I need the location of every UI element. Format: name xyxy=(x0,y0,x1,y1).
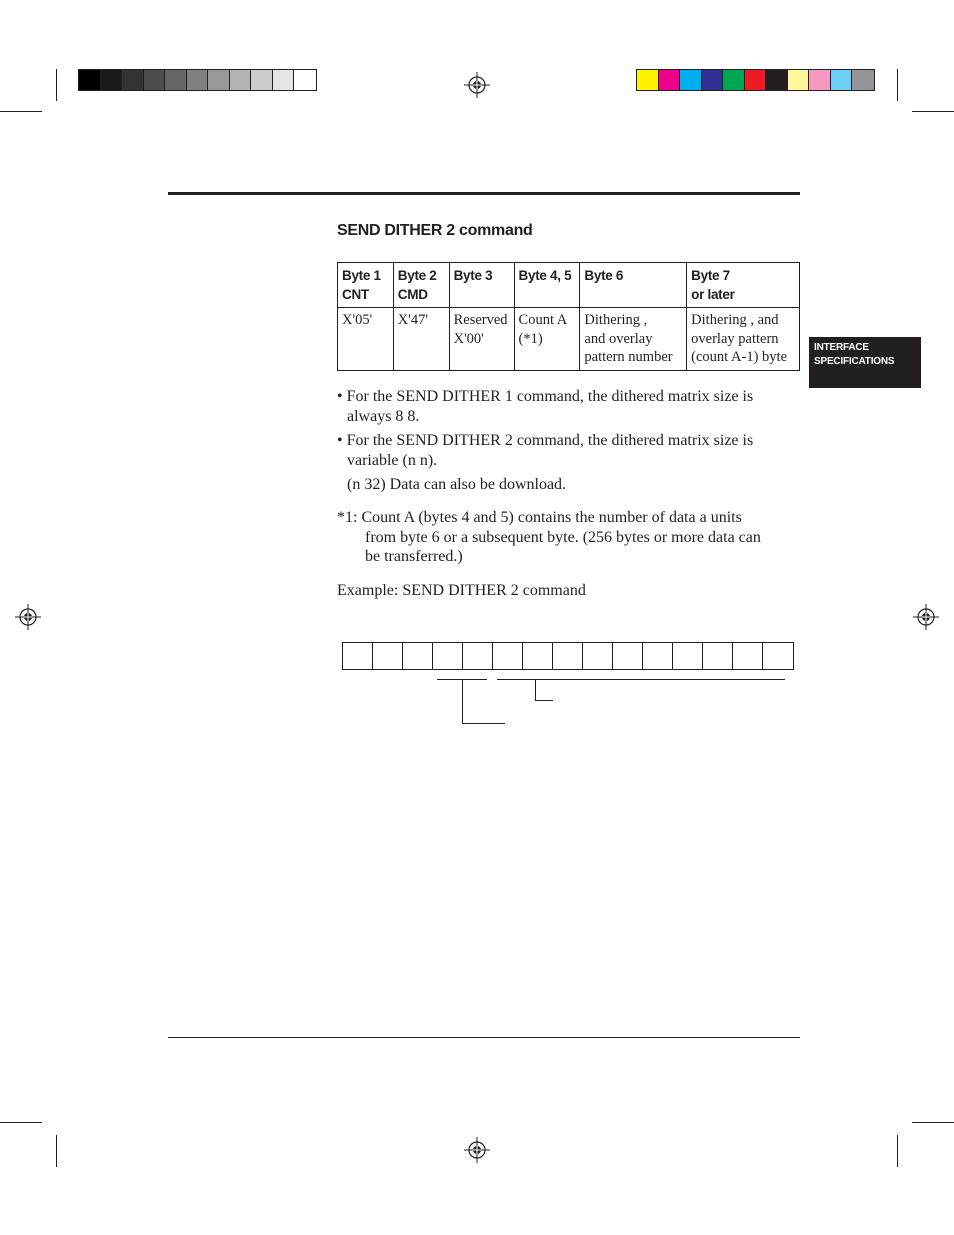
color-swatch xyxy=(230,70,252,90)
registration-mark-icon xyxy=(464,1137,490,1163)
color-swatch xyxy=(745,70,767,90)
bracket-line xyxy=(462,723,505,724)
example-byte-cells xyxy=(342,642,794,670)
color-swatch xyxy=(809,70,831,90)
byte-cell xyxy=(373,643,403,669)
cell-byte-3: Reserved X'00' xyxy=(449,308,514,371)
color-swatch xyxy=(273,70,295,90)
color-swatch xyxy=(251,70,273,90)
color-swatch xyxy=(79,70,101,90)
byte-cell xyxy=(763,643,793,669)
example-caption: Example: SEND DITHER 2 command xyxy=(337,582,586,599)
registration-mark-icon xyxy=(15,604,41,630)
header-byte-3: Byte 3 xyxy=(449,263,514,308)
cell-byte-4-5: Count A (*1) xyxy=(514,308,580,371)
crop-mark xyxy=(897,69,898,101)
color-swatch xyxy=(637,70,659,90)
footnote-text: from byte 6 or a subsequent byte. (256 bytes or more data can xyxy=(365,529,761,546)
bullet-text: • For the SEND DITHER 2 command, the dithered matrix size is xyxy=(337,432,754,449)
section-tab xyxy=(809,337,921,388)
byte-cell xyxy=(523,643,553,669)
command-table xyxy=(337,262,800,371)
byte-cell xyxy=(463,643,493,669)
color-swatch xyxy=(831,70,853,90)
color-swatch xyxy=(766,70,788,90)
table-header-row xyxy=(338,263,800,308)
color-swatch xyxy=(723,70,745,90)
gray-color-bar xyxy=(78,69,317,91)
cell-byte-6: Dithering , and overlay pattern number xyxy=(580,308,687,371)
color-swatch xyxy=(680,70,702,90)
header-byte-1: Byte 1 CNT xyxy=(338,263,394,308)
section-title: SEND DITHER 2 command xyxy=(337,222,533,239)
byte-cell xyxy=(613,643,643,669)
color-swatch xyxy=(702,70,724,90)
section-tab-line: SPECIFICATIONS xyxy=(814,356,895,367)
byte-cell xyxy=(403,643,433,669)
header-byte-2: Byte 2 CMD xyxy=(393,263,449,308)
header-rule xyxy=(168,192,800,195)
header-byte-6: Byte 6 xyxy=(580,263,687,308)
byte-cell xyxy=(673,643,703,669)
byte-cell xyxy=(343,643,373,669)
color-swatch xyxy=(788,70,810,90)
crop-mark xyxy=(56,1135,57,1167)
registration-mark-icon xyxy=(913,604,939,630)
header-byte-4-5: Byte 4, 5 xyxy=(514,263,580,308)
footnote-text: *1: Count A (bytes 4 and 5) contains the number of data a units xyxy=(337,509,742,526)
footnote-text: be transferred.) xyxy=(365,548,463,565)
crop-mark xyxy=(912,111,954,112)
byte-cell xyxy=(733,643,763,669)
color-swatch xyxy=(101,70,123,90)
color-swatch xyxy=(187,70,209,90)
byte-cell xyxy=(703,643,733,669)
bullet-text: (n 32) Data can also be download. xyxy=(347,476,567,493)
crop-mark xyxy=(0,111,42,112)
color-swatch xyxy=(659,70,681,90)
crop-mark xyxy=(897,1135,898,1167)
registration-mark-icon xyxy=(464,72,490,98)
crop-mark xyxy=(912,1122,954,1123)
crop-mark xyxy=(56,69,57,101)
crop-mark xyxy=(0,1122,42,1123)
color-swatch xyxy=(165,70,187,90)
section-tab-line: INTERFACE xyxy=(814,342,869,353)
cell-byte-2: X'47' xyxy=(393,308,449,371)
cell-byte-7: Dithering , and overlay pattern (count A-1) byte xyxy=(687,308,800,371)
byte-cell xyxy=(433,643,463,669)
byte-cell xyxy=(553,643,583,669)
bracket-line xyxy=(535,700,553,701)
table-row xyxy=(338,308,800,371)
bracket-line xyxy=(462,679,463,724)
byte-cell xyxy=(493,643,523,669)
bracket-line xyxy=(535,680,536,701)
color-swatch xyxy=(852,70,874,90)
color-swatch xyxy=(208,70,230,90)
bullet-text: • For the SEND DITHER 1 command, the dithered matrix size is xyxy=(337,388,754,405)
byte-cell xyxy=(643,643,673,669)
process-color-bar xyxy=(636,69,875,91)
color-swatch xyxy=(294,70,316,90)
byte-cell xyxy=(583,643,613,669)
color-swatch xyxy=(122,70,144,90)
color-swatch xyxy=(144,70,166,90)
bullet-text: always 8 8. xyxy=(347,408,420,425)
cell-byte-1: X'05' xyxy=(338,308,394,371)
footer-rule xyxy=(168,1037,800,1038)
bullet-text: variable (n n). xyxy=(347,452,438,469)
header-byte-7: Byte 7 or later xyxy=(687,263,800,308)
bracket-line xyxy=(497,679,785,680)
